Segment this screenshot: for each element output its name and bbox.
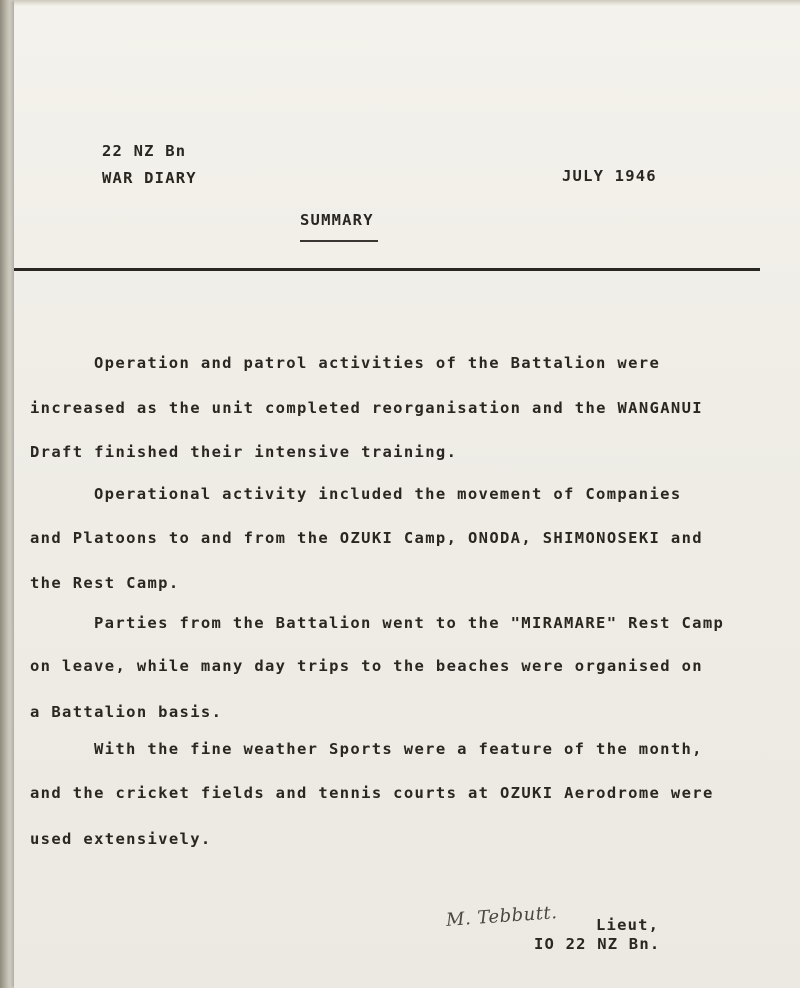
body-line: and the cricket fields and tennis courts at OZUKI Aerodrome were [30,784,714,802]
body-line: Draft finished their intensive training. [30,443,458,461]
unit-label: 22 NZ Bn [102,142,187,160]
handwritten-signature: M. Tebbutt. [445,902,559,931]
body-line: Operation and patrol activities of the Battalion were [94,354,661,372]
summary-heading: SUMMARY [300,211,374,229]
signatory-appointment: IO 22 NZ Bn. [534,935,661,953]
page-binding-edge [0,0,14,988]
summary-underline [300,240,378,242]
body-line: increased as the unit completed reorganisation and the WANGANUI [30,399,703,417]
header-rule [14,268,760,271]
body-line: and Platoons to and from the OZUKI Camp, ONODA, SHIMONOSEKI and [30,529,703,547]
body-line: With the fine weather Sports were a feature of the month, [94,740,703,758]
body-line: Parties from the Battalion went to the "MIRAMARE" Rest Camp [94,614,725,632]
signatory-rank: Lieut, [596,916,660,934]
body-line: Operational activity included the movement of Companies [94,485,682,503]
document-type: WAR DIARY [102,169,197,187]
body-line: on leave, while many day trips to the beaches were organised on [30,657,703,675]
diary-date: JULY 1946 [562,167,657,185]
page-top-edge [14,0,800,6]
body-line: a Battalion basis. [30,703,223,721]
body-line: used extensively. [30,830,212,848]
body-line: the Rest Camp. [30,574,180,592]
